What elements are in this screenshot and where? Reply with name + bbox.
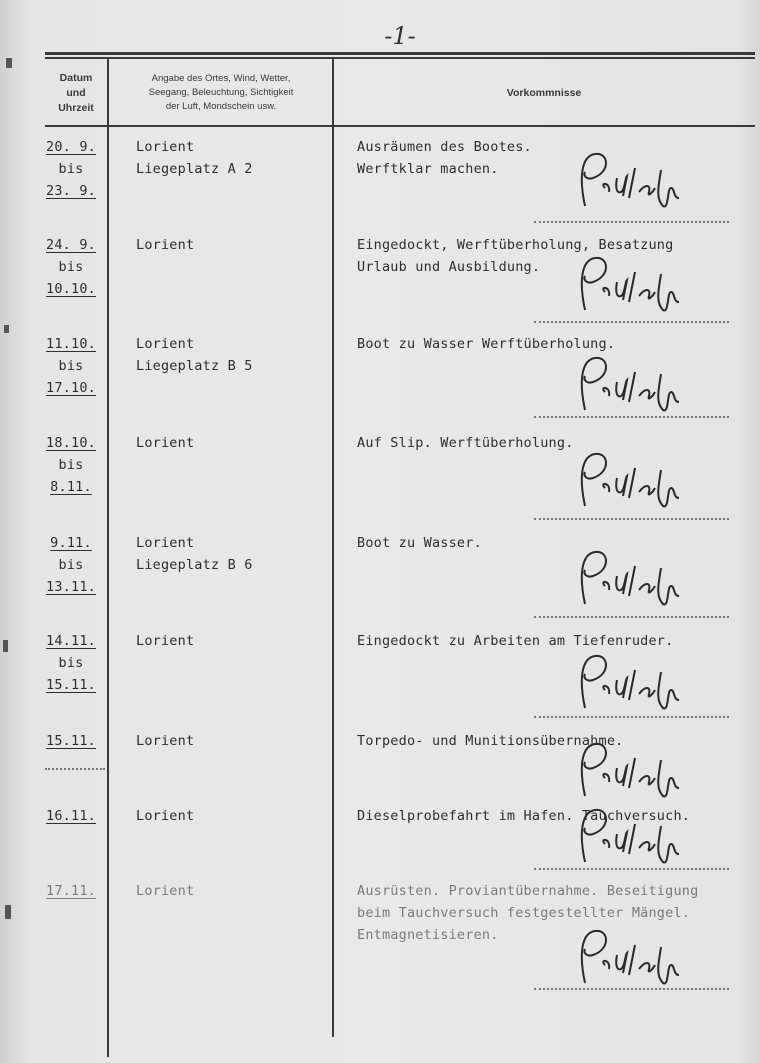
handwritten-signature: [565, 925, 725, 995]
entry-place: Lorient Liegeplatz A 2: [136, 139, 253, 177]
entry-event: Boot zu Wasser.: [357, 535, 482, 551]
header-col3-label: Vorkommnisse: [506, 87, 582, 99]
entry-date: 16.11.: [46, 808, 96, 824]
entry-place: Lorient: [136, 435, 195, 451]
header-col2-line: der Luft, Mondschein usw.: [165, 101, 277, 112]
header-col1-line: und: [66, 86, 86, 99]
entry-event: Auf Slip. Werftüberholung.: [357, 435, 574, 451]
entry-place: Lorient Liegeplatz B 6: [136, 535, 253, 573]
scan-speck: [6, 58, 12, 68]
entry-place: Lorient: [136, 237, 195, 253]
handwritten-signature: [565, 804, 725, 874]
entry-date: 14.11. bis 15.11.: [46, 633, 96, 693]
header-events: [334, 62, 754, 124]
entry-date: 20. 9. bis 23. 9.: [46, 139, 96, 199]
handwritten-signature: [565, 546, 725, 616]
entry-date: 11.10. bis 17.10.: [46, 336, 96, 396]
top-double-rule-1: [45, 52, 755, 55]
entry-event: Boot zu Wasser Werftüberholung.: [357, 336, 616, 352]
entry-event: Eingedockt zu Arbeiten am Tiefenruder.: [357, 633, 674, 649]
handwritten-signature: [565, 448, 725, 518]
dotted-separator: [45, 766, 105, 770]
header-location-weather: [110, 62, 332, 124]
entry-event: Ausräumen des Bootes. Werftklar machen.: [357, 139, 532, 177]
header-col2-line: Seegang, Beleuchtung, Sichtigkeit: [148, 87, 294, 98]
handwritten-signature: [565, 352, 725, 422]
top-double-rule-2: [45, 57, 755, 59]
handwritten-signature: [565, 650, 725, 720]
header-bottom-rule: [45, 125, 755, 127]
column-divider-2: [332, 57, 334, 1037]
header-date-time: [45, 62, 107, 124]
entry-place: Lorient: [136, 808, 195, 824]
page-number: -1-: [384, 22, 416, 50]
entry-date: 17.11.: [46, 883, 96, 899]
scan-speck: [4, 325, 9, 333]
handwritten-signature: [565, 738, 725, 808]
entry-event: Dieselprobefahrt im Hafen. Tauchversuch.: [357, 808, 691, 824]
handwritten-signature: [565, 148, 725, 218]
entry-date: 9.11. bis 13.11.: [46, 535, 96, 595]
signature-line: [534, 219, 729, 223]
entry-event: Eingedockt, Werftüberholung, Besatzung Urlaub und Ausbildung.: [357, 237, 674, 275]
scan-speck: [3, 640, 8, 652]
entry-place: Lorient: [136, 633, 195, 649]
header-col1-line: Datum: [59, 71, 93, 84]
handwritten-signature: [565, 252, 725, 322]
column-divider-1: [107, 57, 109, 1057]
header-col2-line: Angabe des Ortes, Wind, Wetter,: [151, 73, 291, 84]
entry-event: Ausrüsten. Proviantübernahme. Beseitigung beim Tauchversuch festgestellter Mängel. Entmagnetisieren.: [357, 883, 699, 943]
entry-event: Torpedo- und Munitionsübernahme.: [357, 733, 624, 749]
entry-date: 18.10. bis 8.11.: [46, 435, 96, 495]
entry-place: Lorient Liegeplatz B 5: [136, 336, 253, 374]
entry-date: 15.11.: [46, 733, 96, 749]
entry-place: Lorient: [136, 733, 195, 749]
scan-speck: [5, 905, 11, 919]
header-col1-line: Uhrzeit: [58, 101, 94, 114]
entry-date: 24. 9. bis 10.10.: [46, 237, 96, 297]
entry-place: Lorient: [136, 883, 195, 899]
